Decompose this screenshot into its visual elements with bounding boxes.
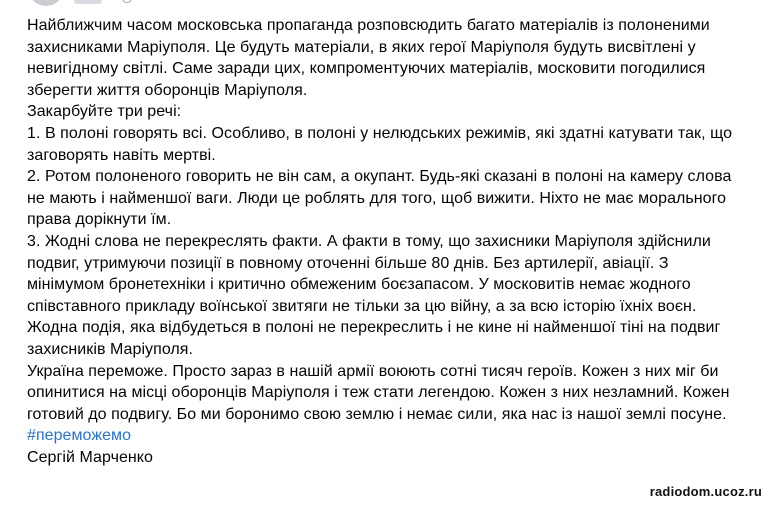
- avatar[interactable]: [28, 0, 64, 6]
- globe-icon: [122, 0, 132, 3]
- post-paragraph-remember: Закарбуйте три речі:: [27, 103, 182, 121]
- post-paragraph-ukraine: Україна переможе. Просто зараз в нашій армії воюють сотні тисяч героїв. Кожен з них міг би опинитися на місці оборонців Маріуполя і теж стати легендою. Кожен з них незламний. Кожен готовий до подвигу. Бо ми боронимо свою землю і немає сили, яка нас із нашої землі посуне.: [27, 362, 730, 423]
- site-watermark: radiodom.ucoz.ru: [649, 484, 762, 499]
- hashtag-link[interactable]: #переможемо: [27, 427, 132, 445]
- hashtag-paragraph: [27, 425, 742, 447]
- post-paragraph-intro: Найближчим часом московська пропаганда розповсюдить багато матеріалів із полоненими захисниками Маріуполя. Це будуть матеріали, в яких герої Маріуполя будуть висвітлені у невигідному світлі. Саме заради цих, компроментуючих матеріалів, московити погодилися зберегти життя оборонців Маріуполя.: [27, 17, 710, 99]
- post-paragraph-point-2: 2. Ротом полоненого говорить не він сам, а окупант. Будь-які сказані в полоні на камеру слова не мають і найменшої ваги. Люди це роблять для того, щоб вижити. Ніхто не має морального права дорікнути їм.: [27, 168, 732, 229]
- post-text: [27, 15, 742, 468]
- post-header-clipped: [0, 0, 768, 6]
- post-paragraph-point-1: 1. В полоні говорять всі. Особливо, в полоні у нелюдських режимів, які здатні катувати так, що заговорять навіть мертві.: [27, 124, 733, 164]
- post-timestamp-clipped[interactable]: [74, 0, 102, 4]
- post-author-signature: Сергій Марченко: [27, 448, 153, 466]
- post-paragraph-point-3: 3. Жодні слова не перекреслять факти. А факти в тому, що захисники Маріуполя здійснили подвиг, утримуючи позиції в повному оточенні більше 80 днів. Без артилерії, авіації. З мінімумом бронетехніки і критично обмеженим боєзапасом. У московитів немає жодного співставного прикладу воїнської звитяги не тільки за цю війну, а за всю історію їхніх воєн. Жодна подія, яка відбудеться в полоні не перекреслить і не кине ні найменшої тіні на подвиг захисників Маріуполя.: [27, 232, 721, 358]
